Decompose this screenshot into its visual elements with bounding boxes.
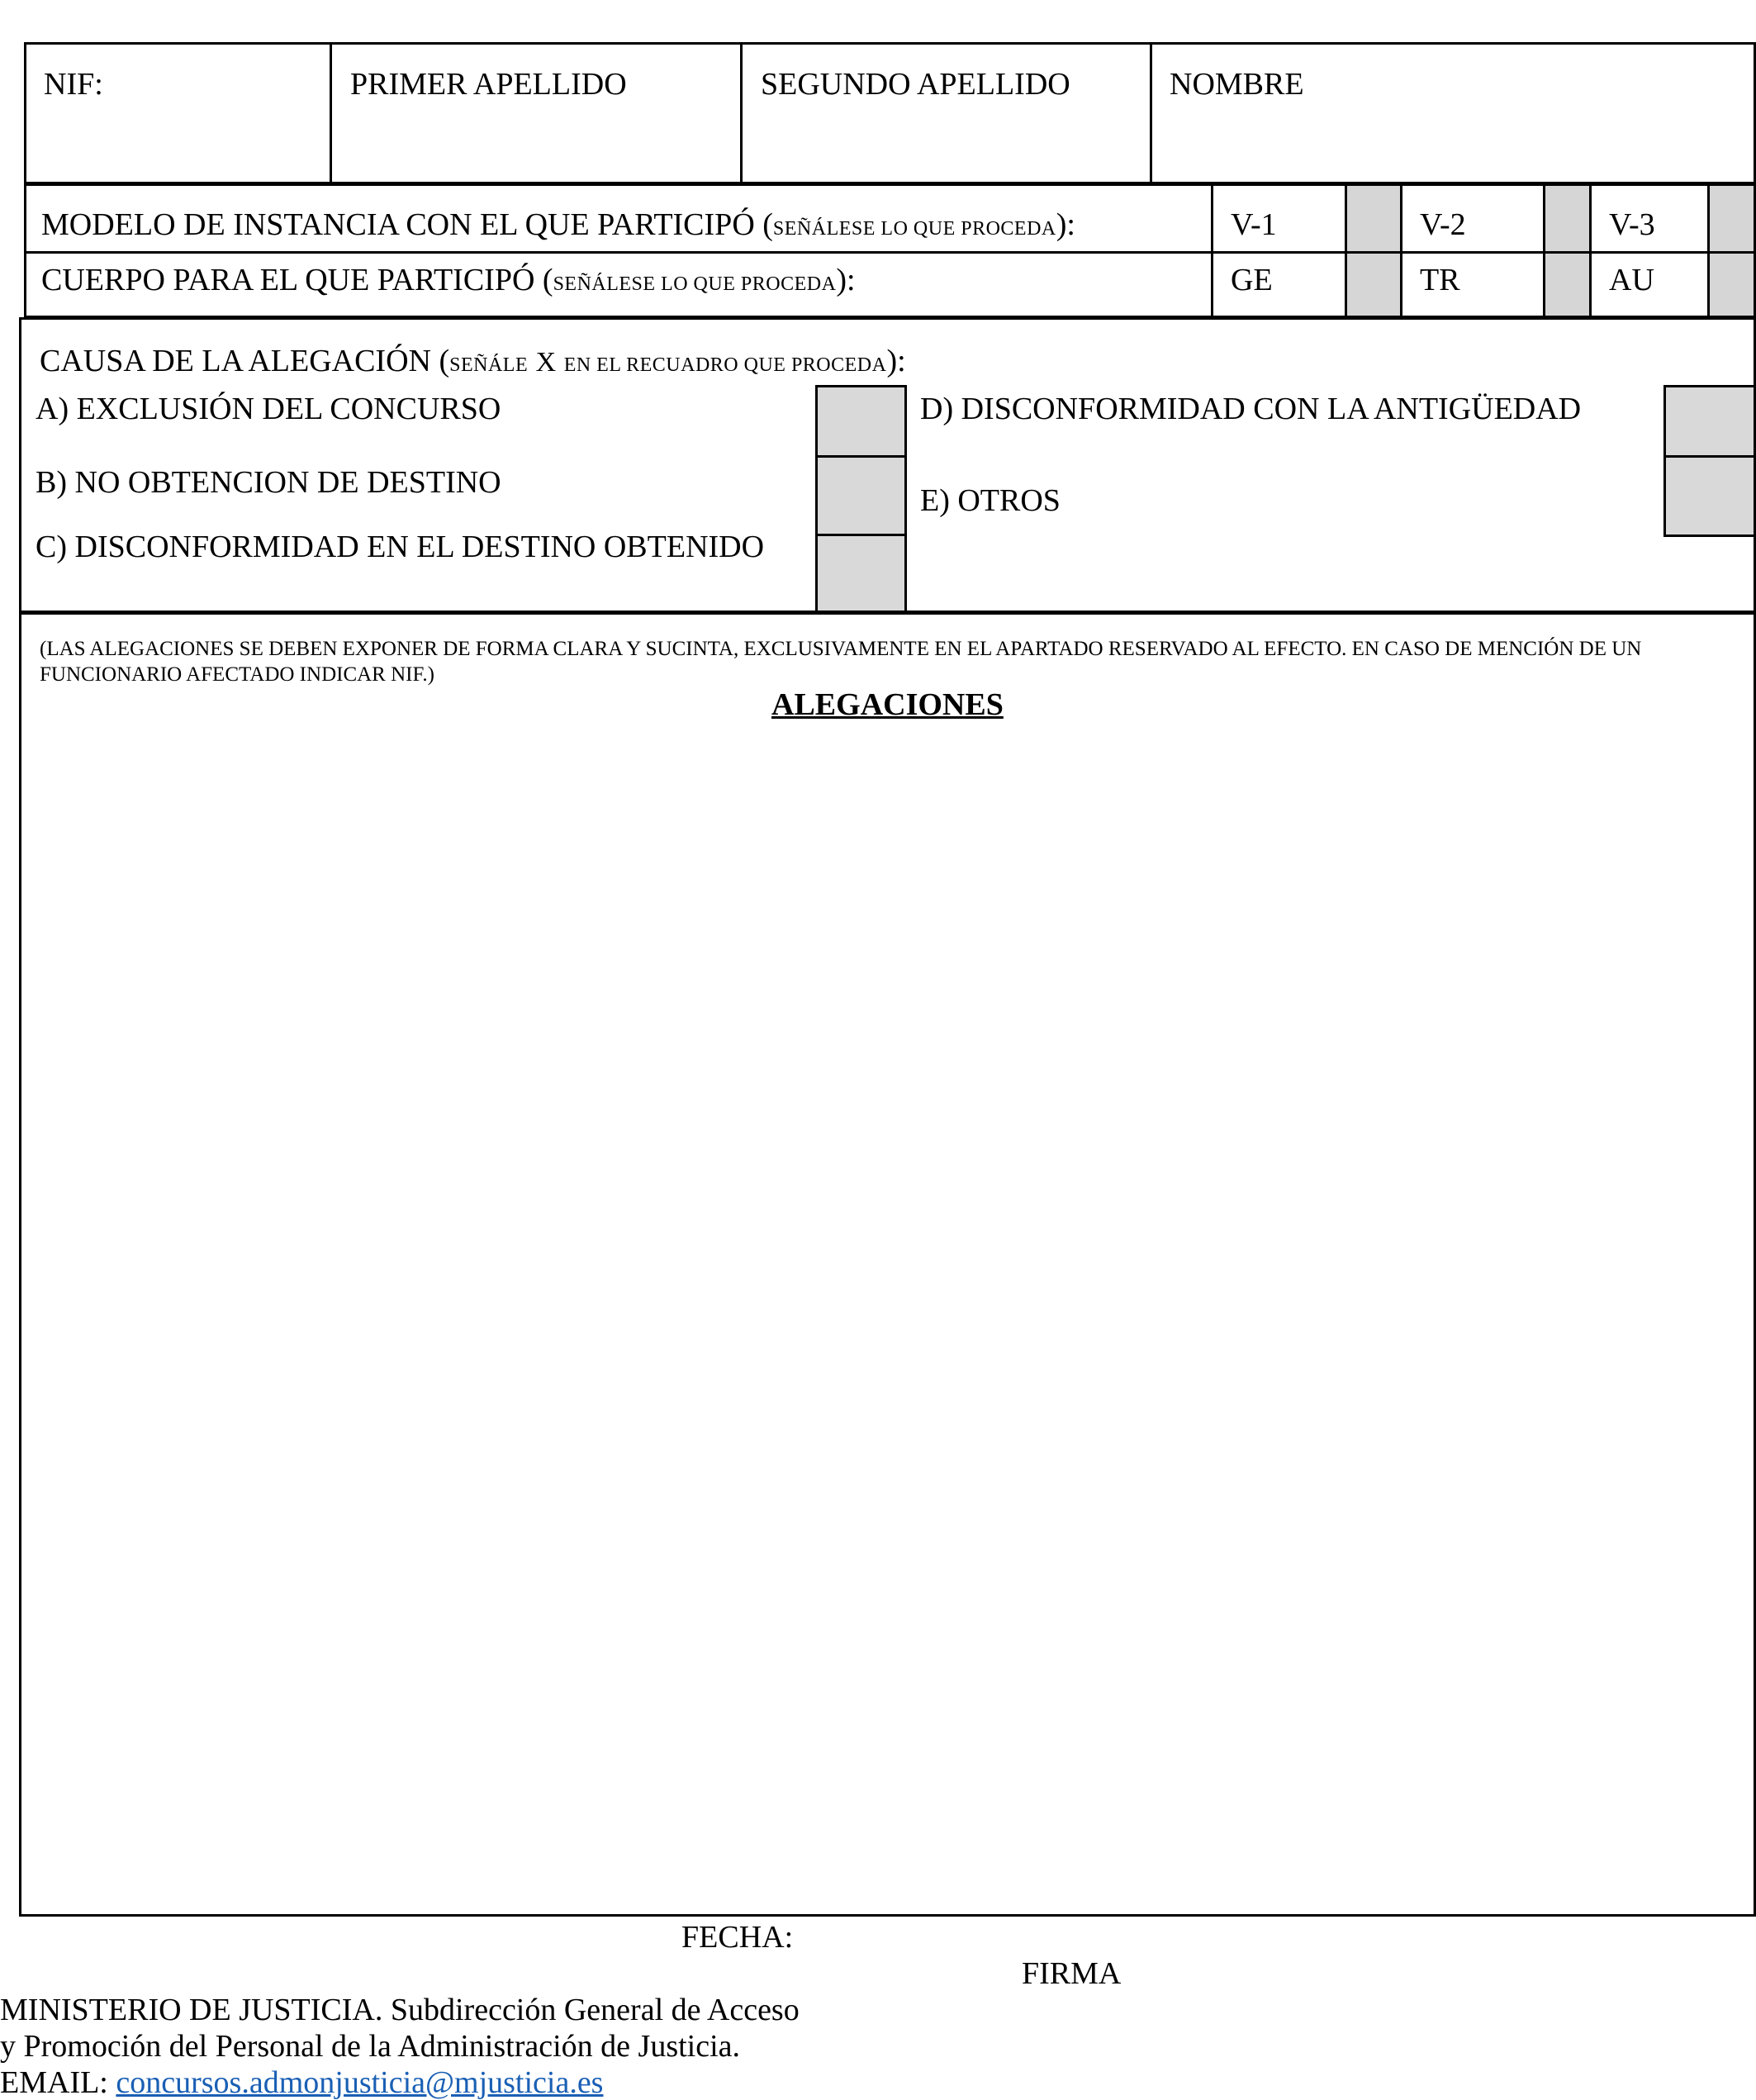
modelo-label: MODELO DE INSTANCIA CON EL QUE PARTICIPÓ (SEÑÁLESE LO QUE PROCEDA):	[41, 207, 1075, 242]
segundo-apellido-label: SEGUNDO APELLIDO	[761, 67, 1070, 102]
checkbox-causa-b[interactable]	[815, 455, 907, 536]
primer-apellido-label: PRIMER APELLIDO	[350, 67, 627, 102]
causa-label: CAUSA DE LA ALEGACIÓN (SEÑÁLE X EN EL RECUADRO QUE PROCEDA):	[40, 344, 906, 378]
alegaciones-title: ALEGACIONES	[771, 687, 1004, 722]
checkbox-v1[interactable]	[1347, 186, 1400, 251]
checkbox-causa-e[interactable]	[1663, 455, 1756, 537]
primer-apellido-field[interactable]	[332, 45, 740, 182]
checkbox-causa-d[interactable]	[1663, 385, 1756, 458]
divider	[1589, 183, 1592, 318]
modelo-option-v2: V-2	[1420, 207, 1466, 242]
checkbox-au[interactable]	[1710, 254, 1754, 316]
email-link[interactable]: concursos.admonjusticia@mjusticia.es	[116, 2065, 604, 2100]
segundo-apellido-field[interactable]	[743, 45, 1150, 182]
divider	[1211, 183, 1213, 318]
cuerpo-option-au: AU	[1609, 263, 1654, 297]
alegaciones-text-area[interactable]	[21, 727, 1754, 1914]
nombre-label: NOMBRE	[1170, 67, 1304, 102]
cuerpo-option-tr: TR	[1420, 263, 1460, 297]
causa-option-e: E) OTROS	[920, 483, 1061, 518]
checkbox-ge[interactable]	[1347, 254, 1400, 316]
checkbox-causa-a[interactable]	[815, 385, 907, 458]
checkbox-causa-c[interactable]	[815, 534, 907, 613]
causa-option-b: B) NO OBTENCION DE DESTINO	[36, 465, 501, 500]
email-line	[0, 2067, 603, 2098]
divider	[1400, 183, 1402, 318]
ministerio-line-1: MINISTERIO DE JUSTICIA. Subdirección General de Acceso	[0, 1993, 800, 2027]
cuerpo-label: CUERPO PARA EL QUE PARTICIPÓ (SEÑÁLESE LO QUE PROCEDA):	[41, 263, 856, 297]
cuerpo-option-ge: GE	[1231, 263, 1273, 297]
causa-option-d: D) DISCONFORMIDAD CON LA ANTIGÜEDAD	[920, 392, 1582, 426]
ministerio-line-2: y Promoción del Personal de la Administración de Justicia.	[0, 2029, 741, 2064]
firma-label: FIRMA	[1022, 1956, 1122, 1991]
causa-option-a: A) EXCLUSIÓN DEL CONCURSO	[36, 392, 501, 426]
causa-option-c: C) DISCONFORMIDAD EN EL DESTINO OBTENIDO	[36, 530, 765, 564]
checkbox-v3[interactable]	[1710, 186, 1754, 251]
row-divider	[24, 251, 1756, 254]
email-label: EMAIL:	[0, 2065, 116, 2100]
fecha-label: FECHA:	[681, 1920, 794, 1955]
checkbox-tr[interactable]	[1545, 254, 1589, 316]
nombre-field[interactable]	[1152, 45, 1754, 182]
nif-field-label: NIF:	[44, 67, 103, 102]
checkbox-v2[interactable]	[1545, 186, 1589, 251]
modelo-option-v3: V-3	[1609, 207, 1655, 242]
nif-field[interactable]	[26, 45, 330, 182]
alegaciones-instructions: (LAS ALEGACIONES SE DEBEN EXPONER DE FORMA CLARA Y SUCINTA, EXCLUSIVAMENTE EN EL APARTADO RESERVADO AL EFECTO. EN CASO DE MENCIÓN DE UN FUNCIONARIO AFECTADO INDICAR NIF.)	[40, 638, 1642, 686]
modelo-option-v1: V-1	[1231, 207, 1277, 242]
